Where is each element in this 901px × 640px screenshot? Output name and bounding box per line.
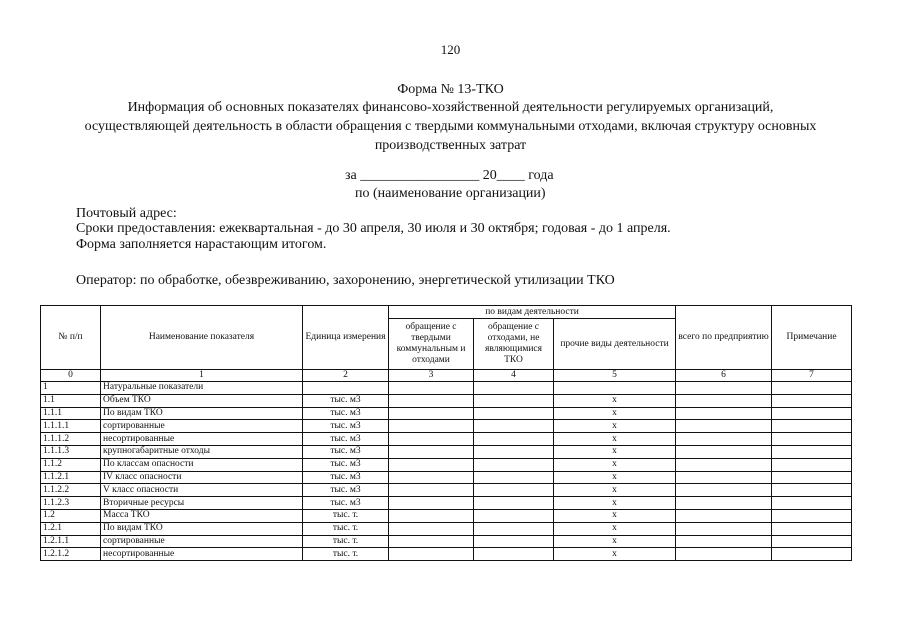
row-name-cell: несортированные — [101, 548, 303, 561]
other-activity-cell: x — [554, 484, 676, 497]
row-code-cell: 1.1.2.3 — [41, 497, 101, 510]
other-activity-cell: x — [554, 433, 676, 446]
other-activity-cell: x — [554, 445, 676, 458]
column-number-cell: 3 — [389, 370, 474, 382]
row-unit-cell — [303, 382, 389, 395]
header-total: всего по предприятию — [676, 306, 772, 370]
reporting-period-line: за _________________ 20____ года — [345, 168, 554, 183]
table-row — [41, 407, 852, 420]
other-activity-cell: x — [554, 509, 676, 522]
non-tko-value-cell[interactable] — [474, 484, 554, 497]
other-activity-cell: x — [554, 535, 676, 548]
tko-value-cell[interactable] — [389, 445, 474, 458]
total-value-cell[interactable] — [676, 484, 772, 497]
row-name-cell: V класс опасности — [101, 484, 303, 497]
total-value-cell[interactable] — [676, 471, 772, 484]
total-value-cell[interactable] — [676, 522, 772, 535]
table-row — [41, 522, 852, 535]
non-tko-value-cell[interactable] — [474, 471, 554, 484]
row-name-cell: крупногабаритные отходы — [101, 445, 303, 458]
table-row — [41, 445, 852, 458]
heading-line-2: осуществляющей деятельность в области обращения с твердыми коммунальными отходами, включая структуру основных — [84, 119, 817, 134]
note-cell[interactable] — [772, 535, 852, 548]
header-non-tko: обращение с отходами, не являющимися ТКО — [474, 319, 554, 370]
row-unit-cell: тыс. м3 — [303, 407, 389, 420]
total-value-cell[interactable] — [676, 497, 772, 510]
row-unit-cell: тыс. м3 — [303, 445, 389, 458]
header-tko: обращение с твердыми коммунальным и отходами — [389, 319, 474, 370]
row-name-cell: По видам ТКО — [101, 522, 303, 535]
row-unit-cell: тыс. т. — [303, 522, 389, 535]
row-name-cell: несортированные — [101, 433, 303, 446]
table-row — [41, 497, 852, 510]
column-number-cell: 6 — [676, 370, 772, 382]
row-unit-cell: тыс. м3 — [303, 471, 389, 484]
tko-value-cell[interactable] — [389, 382, 474, 395]
header-num: № п/п — [41, 306, 101, 370]
table-row — [41, 535, 852, 548]
row-unit-cell: тыс. м3 — [303, 394, 389, 407]
row-code-cell: 1.1.2.1 — [41, 471, 101, 484]
row-unit-cell: тыс. м3 — [303, 484, 389, 497]
note-cell[interactable] — [772, 471, 852, 484]
row-code-cell: 1.1.2 — [41, 458, 101, 471]
column-number-cell: 5 — [554, 370, 676, 382]
table-row — [41, 509, 852, 522]
row-name-cell: сортированные — [101, 420, 303, 433]
row-code-cell: 1.1.1.1 — [41, 420, 101, 433]
total-value-cell[interactable] — [676, 548, 772, 561]
tko-value-cell[interactable] — [389, 522, 474, 535]
row-code-cell: 1.2.1.1 — [41, 535, 101, 548]
table-row — [41, 484, 852, 497]
table-row — [41, 382, 852, 395]
non-tko-value-cell[interactable] — [474, 497, 554, 510]
note-cell[interactable] — [772, 548, 852, 561]
total-value-cell[interactable] — [676, 445, 772, 458]
other-activity-cell: x — [554, 458, 676, 471]
table-row — [41, 471, 852, 484]
row-unit-cell: тыс. т. — [303, 535, 389, 548]
table-row — [41, 420, 852, 433]
row-code-cell: 1.1 — [41, 394, 101, 407]
row-code-cell: 1.1.1 — [41, 407, 101, 420]
other-activity-cell: x — [554, 497, 676, 510]
row-unit-cell: тыс. т. — [303, 509, 389, 522]
row-code-cell: 1.2 — [41, 509, 101, 522]
organization-name-line: по (наименование организации) — [355, 186, 546, 201]
table-body — [41, 382, 852, 561]
row-unit-cell: тыс. т. — [303, 548, 389, 561]
row-code-cell: 1.2.1.2 — [41, 548, 101, 561]
row-code-cell: 1.1.1.3 — [41, 445, 101, 458]
total-value-cell[interactable] — [676, 458, 772, 471]
row-code-cell: 1.1.2.2 — [41, 484, 101, 497]
page-number: 120 — [440, 42, 461, 57]
row-unit-cell: тыс. м3 — [303, 420, 389, 433]
heading-line-3: производственных затрат — [374, 138, 527, 153]
row-name-cell: Масса ТКО — [101, 509, 303, 522]
note-cell[interactable] — [772, 445, 852, 458]
non-tko-value-cell[interactable] — [474, 548, 554, 561]
submission-deadlines: Сроки предоставления: ежеквартальная - до 30 апреля, 30 июля и 30 октября; годовая - до 1 апреля. — [76, 221, 671, 236]
row-code-cell: 1.1.1.2 — [41, 433, 101, 446]
tko-value-cell[interactable] — [389, 407, 474, 420]
header-by-activity: по видам деятельности — [389, 306, 676, 319]
tko-value-cell[interactable] — [389, 535, 474, 548]
tko-value-cell[interactable] — [389, 458, 474, 471]
row-name-cell: IV класс опасности — [101, 471, 303, 484]
column-number-cell: 4 — [474, 370, 554, 382]
non-tko-value-cell[interactable] — [474, 509, 554, 522]
other-activity-cell — [554, 382, 676, 395]
non-tko-value-cell[interactable] — [474, 522, 554, 535]
row-name-cell: сортированные — [101, 535, 303, 548]
note-cell[interactable] — [772, 497, 852, 510]
other-activity-cell: x — [554, 407, 676, 420]
header-note: Примечание — [772, 306, 852, 370]
note-cell[interactable] — [772, 407, 852, 420]
row-name-cell: По видам ТКО — [101, 407, 303, 420]
non-tko-value-cell[interactable] — [474, 394, 554, 407]
column-number-cell: 2 — [303, 370, 389, 382]
total-value-cell[interactable] — [676, 509, 772, 522]
form-title: Форма № 13-ТКО — [397, 82, 504, 97]
total-value-cell[interactable] — [676, 535, 772, 548]
table-row — [41, 548, 852, 561]
non-tko-value-cell[interactable] — [474, 458, 554, 471]
cumulative-note: Форма заполняется нарастающим итогом. — [76, 237, 327, 252]
non-tko-value-cell[interactable] — [474, 420, 554, 433]
non-tko-value-cell[interactable] — [474, 407, 554, 420]
non-tko-value-cell[interactable] — [474, 382, 554, 395]
row-name-cell: По классам опасности — [101, 458, 303, 471]
table-row — [41, 458, 852, 471]
total-value-cell[interactable] — [676, 420, 772, 433]
other-activity-cell: x — [554, 394, 676, 407]
tko-value-cell[interactable] — [389, 484, 474, 497]
other-activity-cell: x — [554, 522, 676, 535]
non-tko-value-cell[interactable] — [474, 445, 554, 458]
row-unit-cell: тыс. м3 — [303, 433, 389, 446]
row-name-cell: Вторичные ресурсы — [101, 497, 303, 510]
total-value-cell[interactable] — [676, 382, 772, 395]
other-activity-cell: x — [554, 548, 676, 561]
note-cell[interactable] — [772, 433, 852, 446]
other-activity-cell: x — [554, 471, 676, 484]
column-number-cell: 1 — [101, 370, 303, 382]
note-cell[interactable] — [772, 458, 852, 471]
table-row — [41, 394, 852, 407]
other-activity-cell: x — [554, 420, 676, 433]
total-value-cell[interactable] — [676, 394, 772, 407]
postal-address-label: Почтовый адрес: — [76, 206, 177, 221]
row-name-cell: Объем ТКО — [101, 394, 303, 407]
tko-value-cell[interactable] — [389, 471, 474, 484]
header-other: прочие виды деятельности — [554, 319, 676, 370]
row-code-cell: 1 — [41, 382, 101, 395]
note-cell[interactable] — [772, 522, 852, 535]
tko-value-cell[interactable] — [389, 394, 474, 407]
column-number-cell: 7 — [772, 370, 852, 382]
tko-value-cell[interactable] — [389, 509, 474, 522]
indicators-table — [40, 305, 852, 561]
header-name: Наименование показателя — [101, 306, 303, 370]
tko-value-cell[interactable] — [389, 548, 474, 561]
note-cell[interactable] — [772, 382, 852, 395]
non-tko-value-cell[interactable] — [474, 535, 554, 548]
note-cell[interactable] — [772, 509, 852, 522]
note-cell[interactable] — [772, 394, 852, 407]
note-cell[interactable] — [772, 420, 852, 433]
total-value-cell[interactable] — [676, 407, 772, 420]
heading-line-1: Информация об основных показателях финансово-хозяйственной деятельности регулируемых организаций, — [127, 100, 774, 115]
total-value-cell[interactable] — [676, 433, 772, 446]
column-number-row — [41, 370, 852, 382]
header-unit: Единица измерения — [303, 306, 389, 370]
tko-value-cell[interactable] — [389, 420, 474, 433]
non-tko-value-cell[interactable] — [474, 433, 554, 446]
operator-line: Оператор: по обработке, обезвреживанию, захоронению, энергетической утилизации ТКО — [76, 273, 615, 288]
row-name-cell: Натуральные показатели — [101, 382, 303, 395]
row-unit-cell: тыс. м3 — [303, 497, 389, 510]
row-unit-cell: тыс. м3 — [303, 458, 389, 471]
table-row — [41, 433, 852, 446]
tko-value-cell[interactable] — [389, 433, 474, 446]
row-code-cell: 1.2.1 — [41, 522, 101, 535]
column-number-cell: 0 — [41, 370, 101, 382]
note-cell[interactable] — [772, 484, 852, 497]
tko-value-cell[interactable] — [389, 497, 474, 510]
